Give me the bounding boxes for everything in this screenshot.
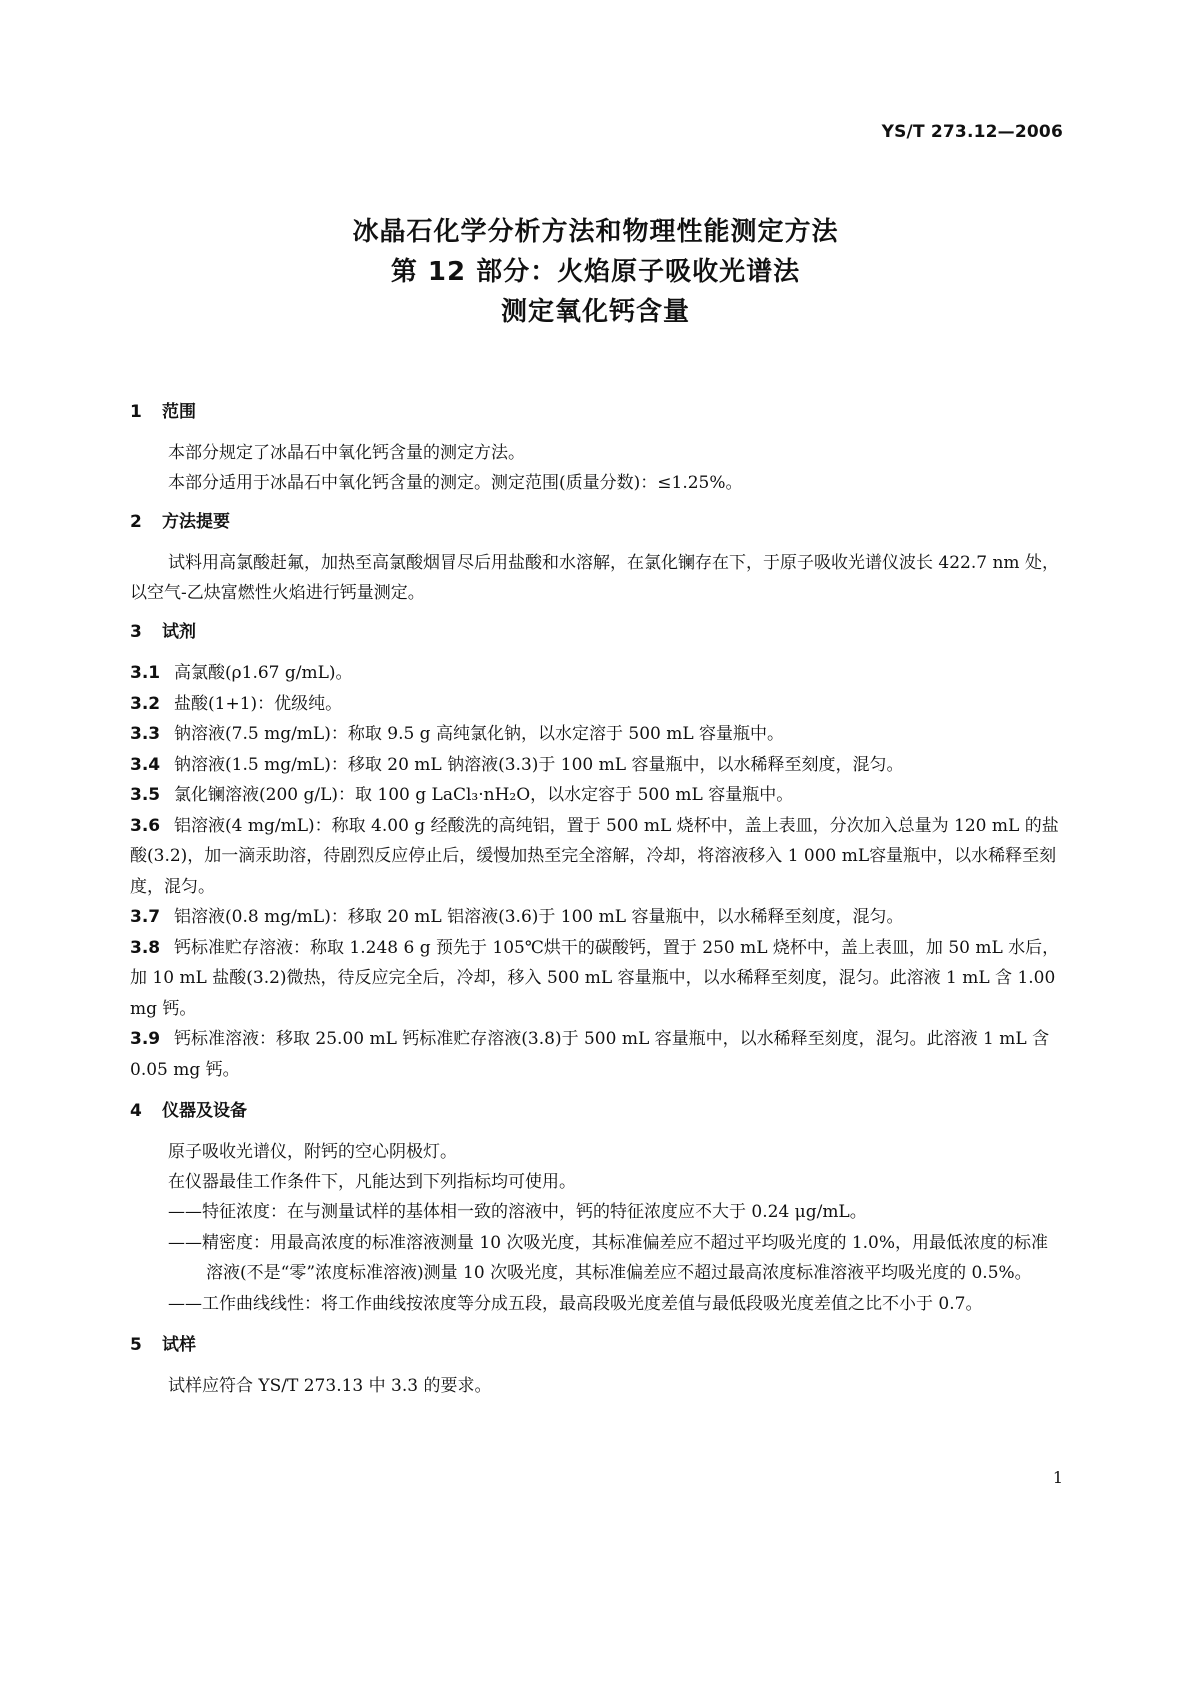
page-number: 1	[1052, 1468, 1063, 1487]
item-text: 盐酸(1+1)：优级纯。	[174, 693, 343, 714]
reagent-item	[130, 719, 1062, 750]
item-text: 钙标准贮存溶液：称取 1.248 6 g 预先于 105℃烘干的碳酸钙，置于 250 mL 烧杯中，盖上表皿，加 50 mL 水后，加 10 mL 盐酸(3.2)微热，待反应完全后，冷却，移入 500 mL 容量瓶中，以水稀释至刻度，混匀。此溶液 1 mL 含 1.00 mg 钙。	[130, 937, 1060, 1019]
criteria-item: ——特征浓度：在与测量试样的基体相一致的溶液中，钙的特征浓度应不大于 0.24 μg/mL。	[168, 1202, 867, 1222]
section-title: 试剂	[162, 622, 196, 642]
criteria-item: ——工作曲线线性：将工作曲线按浓度等分成五段，最高段吸光度差值与最低段吸光度差值之比不小于 0.7。	[168, 1293, 983, 1314]
title-line-2: 第 12 部分：火焰原子吸收光谱法	[390, 257, 801, 287]
section-number: 3	[130, 622, 142, 642]
item-number: 3.1	[130, 663, 161, 683]
item-text: 铝溶液(4 mg/mL)：称取 4.00 g 经酸洗的高纯铝，置于 500 mL 烧杯中，盖上表皿，分次加入总量为 120 mL 的盐酸(3.2)，加一滴汞助溶，待剧烈反应停止后，缓慢加热至完全溶解，冷却，将溶液移入 1 000 mL容量瓶中，以水稀释至刻度，混匀。	[130, 815, 1059, 897]
paragraph: 在仪器最佳工作条件下，凡能达到下列指标均可使用。	[168, 1172, 576, 1192]
section-heading	[130, 398, 1062, 426]
item-text: 铝溶液(0.8 mg/mL)：移取 20 mL 铝溶液(3.6)于 100 mL 容量瓶中，以水稀释至刻度，混匀。	[174, 907, 904, 927]
paragraph: 本部分适用于冰晶石中氧化钙含量的测定。测定范围(质量分数)：≤1.25%。	[168, 473, 743, 493]
title-line-3: 测定氧化钙含量	[500, 297, 690, 327]
section-number: 2	[130, 512, 142, 532]
section-number: 1	[130, 402, 142, 422]
section-number: 4	[130, 1101, 142, 1121]
reagent-item	[130, 780, 1062, 811]
item-number: 3.4	[130, 754, 161, 775]
criteria-item: ——精密度：用最高浓度的标准溶液测量 10 次吸光度，其标准偏差应不超过平均吸光度的 1.0%，用最低浓度的标准溶液(不是“零”浓度标准溶液)测量 10 次吸光度，其标准偏差应不超过最高浓度标准溶液平均吸光度的 0.5%。	[168, 1232, 1049, 1283]
item-text: 钙标准溶液：移取 25.00 mL 钙标准贮存溶液(3.8)于 500 mL 容量瓶中，以水稀释至刻度，混匀。此溶液 1 mL 含 0.05 mg 钙。	[130, 1029, 1050, 1080]
section-title: 仪器及设备	[162, 1101, 247, 1121]
section-method-summary	[130, 508, 1062, 608]
item-number: 3.2	[130, 693, 161, 714]
section-number: 5	[130, 1335, 142, 1355]
item-text: 高氯酸(ρ1.67 g/mL)。	[174, 663, 353, 683]
reagent-item	[130, 689, 1062, 720]
section-title: 试样	[162, 1335, 196, 1355]
section-reagents	[130, 618, 1062, 1085]
section-heading	[130, 508, 1062, 536]
document-title	[0, 212, 1191, 332]
paragraph: 本部分规定了冰晶石中氧化钙含量的测定方法。	[168, 443, 525, 463]
section-heading	[130, 1331, 1062, 1359]
section-title: 范围	[162, 402, 196, 422]
section-title: 方法提要	[162, 512, 230, 532]
item-text: 氯化镧溶液(200 g/L)：取 100 g LaCl₃·nH₂O，以水定容于 500 mL 容量瓶中。	[174, 785, 794, 805]
item-number: 3.9	[130, 1029, 161, 1049]
item-number: 3.3	[130, 724, 161, 744]
item-number: 3.8	[130, 937, 161, 958]
reagent-item	[130, 750, 1062, 781]
document-body	[130, 398, 1062, 1411]
title-line-1: 冰晶石化学分析方法和物理性能测定方法	[352, 217, 839, 247]
item-number: 3.5	[130, 785, 161, 805]
reagent-item	[130, 902, 1062, 933]
item-number: 3.7	[130, 907, 161, 927]
reagent-item	[130, 933, 1062, 1025]
reagent-item	[130, 658, 1062, 689]
section-apparatus	[130, 1097, 1062, 1319]
item-text: 钠溶液(7.5 mg/mL)：称取 9.5 g 高纯氯化钠，以水定溶于 500 mL 容量瓶中。	[174, 724, 785, 744]
reagent-item	[130, 811, 1062, 903]
paragraph: 试样应符合 YS/T 273.13 中 3.3 的要求。	[168, 1376, 492, 1396]
paragraph: 试料用高氯酸赶氟，加热至高氯酸烟冒尽后用盐酸和水溶解，在氯化镧存在下，于原子吸收光谱仪波长 422.7 nm 处，以空气-乙炔富燃性火焰进行钙量测定。	[130, 553, 1059, 603]
reagent-item	[130, 1024, 1062, 1085]
standard-code: YS/T 273.12—2006	[881, 122, 1063, 142]
item-text: 钠溶液(1.5 mg/mL)：移取 20 mL 钠溶液(3.3)于 100 mL 容量瓶中，以水稀释至刻度，混匀。	[174, 754, 904, 775]
item-number: 3.6	[130, 815, 161, 836]
section-heading	[130, 1097, 1062, 1125]
paragraph: 原子吸收光谱仪，附钙的空心阴极灯。	[168, 1142, 457, 1162]
section-heading	[130, 618, 1062, 646]
section-sample	[130, 1331, 1062, 1401]
section-scope	[130, 398, 1062, 498]
